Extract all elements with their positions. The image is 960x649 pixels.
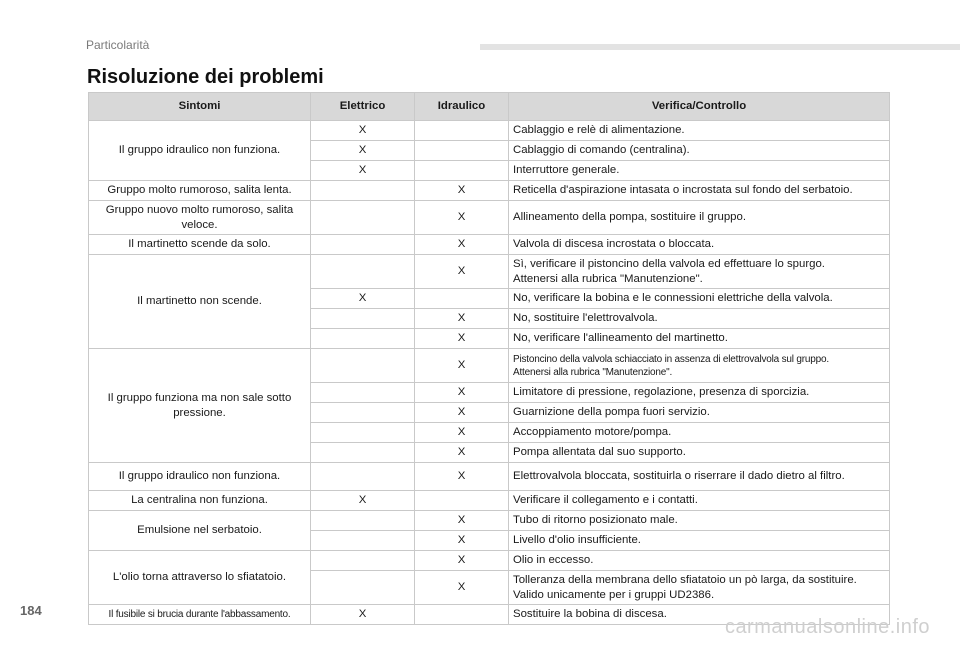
check-cell: Accoppiamento motore/pompa. — [509, 423, 890, 443]
hydraulic-cell: X — [415, 329, 509, 349]
electric-cell — [311, 201, 415, 235]
check-cell: Interruttore generale. — [509, 161, 890, 181]
check-cell: Cablaggio e relè di alimentazione. — [509, 121, 890, 141]
hydraulic-cell: X — [415, 201, 509, 235]
check-cell: No, verificare l'allineamento del martinetto. — [509, 329, 890, 349]
hydraulic-cell: X — [415, 235, 509, 255]
electric-cell: X — [311, 605, 415, 625]
check-cell: Sostituire la bobina di discesa. — [509, 605, 890, 625]
check-line: Valido unicamente per i gruppi UD2386. — [513, 588, 715, 601]
electric-cell: X — [311, 141, 415, 161]
symptom-cell: Il martinetto scende da solo. — [89, 235, 311, 255]
hydraulic-cell: X — [415, 349, 509, 383]
electric-cell: X — [311, 161, 415, 181]
hydraulic-cell: X — [415, 463, 509, 491]
check-cell: Tubo di ritorno posizionato male. — [509, 511, 890, 531]
check-cell: Verificare il collegamento e i contatti. — [509, 491, 890, 511]
check-line: Attenersi alla rubrica "Manutenzione". — [513, 272, 703, 285]
table-row — [89, 121, 890, 141]
symptom-cell: L'olio torna attraverso lo sfiatatoio. — [89, 551, 311, 605]
check-cell — [509, 349, 890, 383]
table-header-row — [89, 93, 890, 121]
table-row — [89, 201, 890, 235]
table-row — [89, 551, 890, 571]
hydraulic-cell: X — [415, 255, 509, 289]
hydraulic-cell: X — [415, 551, 509, 571]
check-line: Tolleranza della membrana dello sfiatatoio un pò larga, da sostituire. — [513, 573, 857, 586]
check-cell: Olio in eccesso. — [509, 551, 890, 571]
hydraulic-cell: X — [415, 403, 509, 423]
section-label: Particolarità — [86, 38, 150, 52]
table-row — [89, 181, 890, 201]
hydraulic-cell — [415, 161, 509, 181]
troubleshooting-table — [88, 92, 890, 625]
watermark: carmanualsonline.info — [724, 616, 930, 638]
table-row — [89, 255, 890, 289]
check-cell — [509, 571, 890, 605]
symptom-cell: Gruppo nuovo molto rumoroso, salita veloce. — [89, 201, 311, 235]
hydraulic-cell: X — [415, 511, 509, 531]
table-row — [89, 491, 890, 511]
electric-cell — [311, 235, 415, 255]
check-cell: Reticella d'aspirazione intasata o incrostata sul fondo del serbatoio. — [509, 181, 890, 201]
check-cell: Allineamento della pompa, sostituire il gruppo. — [509, 201, 890, 235]
check-line: Sì, verificare il pistoncino della valvola ed effettuare lo spurgo. — [513, 257, 825, 270]
table-row — [89, 235, 890, 255]
electric-cell — [311, 511, 415, 531]
check-line: Pistoncino della valvola schiacciato in assenza di elettrovalvola sul gruppo. — [513, 353, 829, 365]
symptom-cell: Il fusibile si brucia durante l'abbassamento. — [89, 605, 311, 625]
electric-cell — [311, 463, 415, 491]
column-header-hydraulic: Idraulico — [415, 93, 509, 121]
electric-cell — [311, 551, 415, 571]
electric-cell — [311, 181, 415, 201]
hydraulic-cell: X — [415, 383, 509, 403]
table-row — [89, 463, 890, 491]
hydraulic-cell — [415, 491, 509, 511]
table-row — [89, 511, 890, 531]
page-number: 184 — [20, 603, 42, 618]
electric-cell — [311, 531, 415, 551]
symptom-cell: Il martinetto non scende. — [89, 255, 311, 349]
electric-cell: X — [311, 121, 415, 141]
check-cell: Livello d'olio insufficiente. — [509, 531, 890, 551]
hydraulic-cell: X — [415, 181, 509, 201]
electric-cell — [311, 443, 415, 463]
check-cell: Valvola di discesa incrostata o bloccata. — [509, 235, 890, 255]
symptom-cell: Il gruppo idraulico non funziona. — [89, 121, 311, 181]
symptom-cell: Il gruppo funziona ma non sale sotto pressione. — [89, 349, 311, 463]
table-row — [89, 349, 890, 383]
hydraulic-cell: X — [415, 571, 509, 605]
check-cell: Cablaggio di comando (centralina). — [509, 141, 890, 161]
symptom-cell: La centralina non funziona. — [89, 491, 311, 511]
hydraulic-cell — [415, 605, 509, 625]
electric-cell — [311, 329, 415, 349]
symptom-cell: Gruppo molto rumoroso, salita lenta. — [89, 181, 311, 201]
electric-cell — [311, 383, 415, 403]
column-header-symptoms: Sintomi — [89, 93, 311, 121]
column-header-check: Verifica/Controllo — [509, 93, 890, 121]
check-cell: No, sostituire l'elettrovalvola. — [509, 309, 890, 329]
electric-cell — [311, 255, 415, 289]
electric-cell: X — [311, 491, 415, 511]
hydraulic-cell — [415, 289, 509, 309]
header-bar — [480, 44, 960, 50]
hydraulic-cell: X — [415, 309, 509, 329]
page-title: Risoluzione dei problemi — [87, 66, 324, 88]
symptom-cell: Emulsione nel serbatoio. — [89, 511, 311, 551]
electric-cell — [311, 309, 415, 329]
electric-cell: X — [311, 289, 415, 309]
check-cell: Elettrovalvola bloccata, sostituirla o riserrare il dado dietro al filtro. — [509, 463, 890, 491]
electric-cell — [311, 403, 415, 423]
hydraulic-cell: X — [415, 443, 509, 463]
check-cell: Pompa allentata dal suo supporto. — [509, 443, 890, 463]
check-cell: No, verificare la bobina e le connessioni elettriche della valvola. — [509, 289, 890, 309]
hydraulic-cell: X — [415, 423, 509, 443]
check-cell: Guarnizione della pompa fuori servizio. — [509, 403, 890, 423]
symptom-cell: Il gruppo idraulico non funziona. — [89, 463, 311, 491]
electric-cell — [311, 571, 415, 605]
check-line: Attenersi alla rubrica "Manutenzione". — [513, 366, 673, 378]
electric-cell — [311, 423, 415, 443]
hydraulic-cell — [415, 121, 509, 141]
check-cell — [509, 255, 890, 289]
hydraulic-cell — [415, 141, 509, 161]
check-cell: Limitatore di pressione, regolazione, presenza di sporcizia. — [509, 383, 890, 403]
electric-cell — [311, 349, 415, 383]
hydraulic-cell: X — [415, 531, 509, 551]
column-header-electric: Elettrico — [311, 93, 415, 121]
